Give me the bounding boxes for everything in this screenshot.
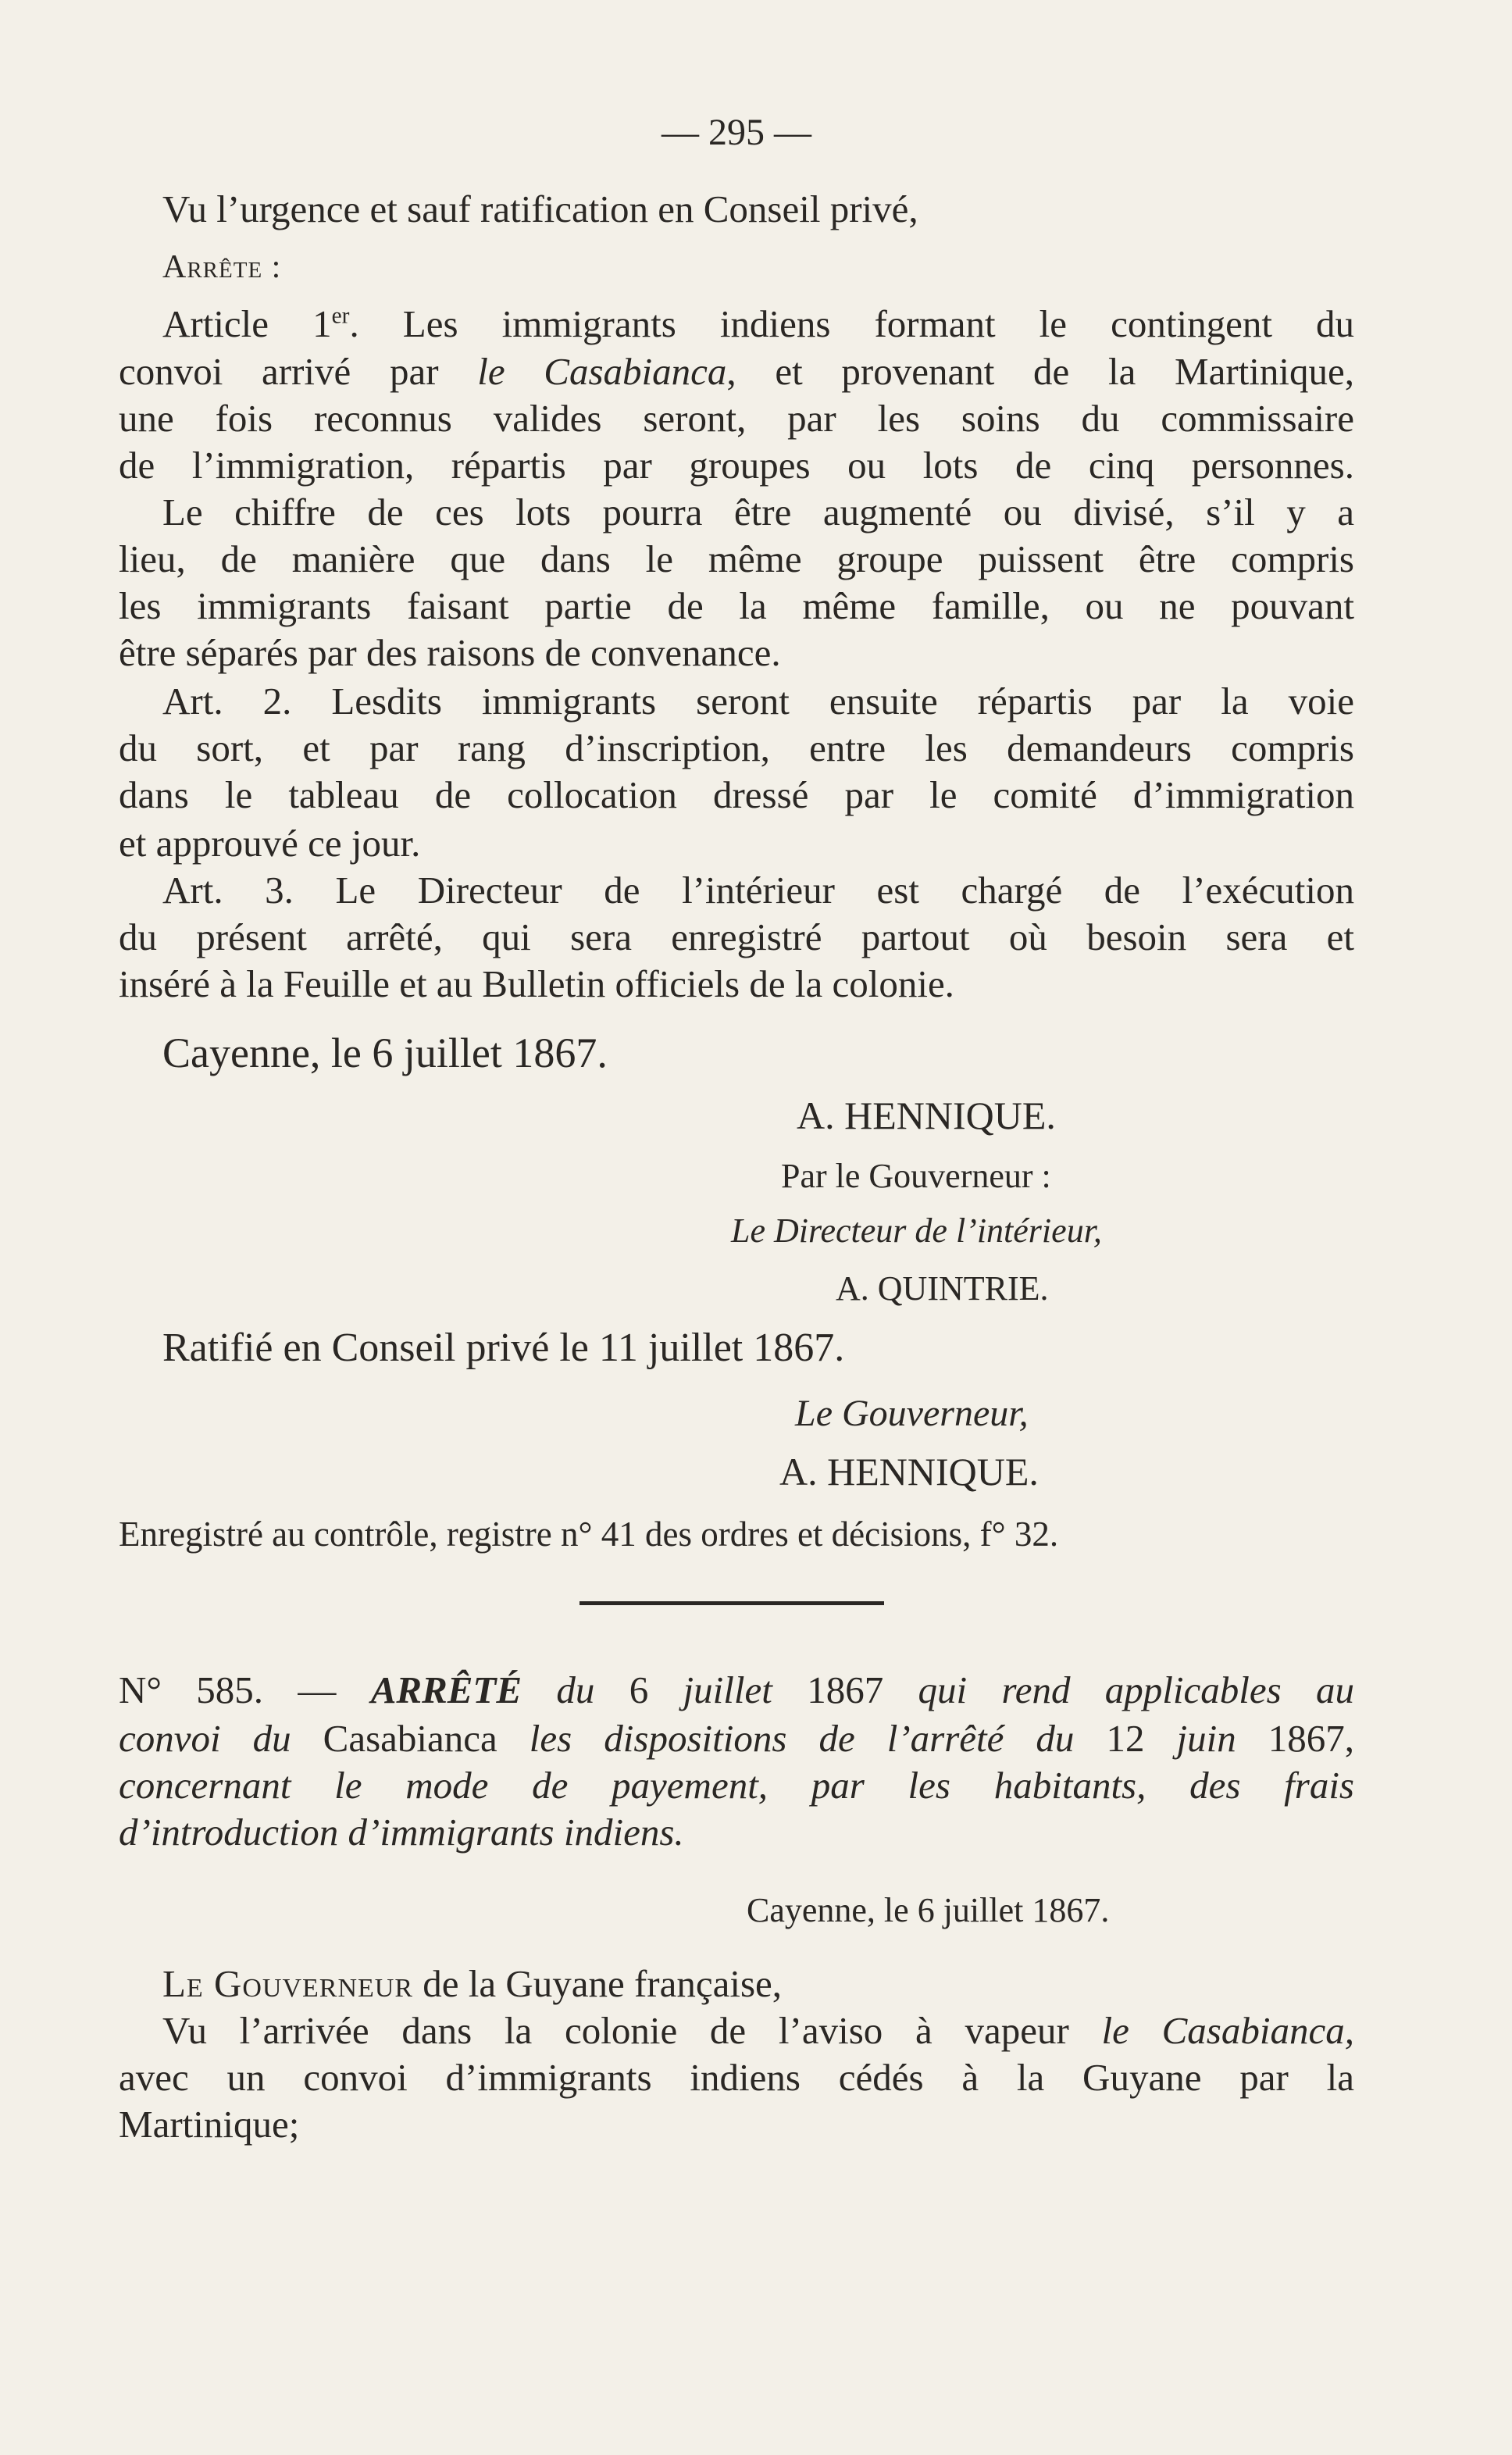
art1-line-2: convoi arrivé par le Casabianca, et provenant de la Martinique,	[119, 350, 1354, 393]
art1-line-1: Article 1er. Les immigrants indiens formant le contingent du	[162, 302, 1355, 345]
art1-line-3: une fois reconnus valides seront, par les soins du commissaire	[119, 397, 1354, 440]
art3-line-2: du présent arrêté, qui sera enregistré partout où besoin sera et	[119, 915, 1354, 958]
arrete-title-line-3: concernant le mode de payement, par les habitants, des frais	[119, 1764, 1354, 1807]
intro-line: Vu l’urgence et sauf ratification en Conseil privé,	[162, 187, 918, 230]
ratifie-line: Ratifié en Conseil privé le 11 juillet 1867.	[162, 1326, 845, 1370]
gouverneur-title: Le Gouverneur,	[795, 1393, 1029, 1434]
vu-line-2: avec un convoi d’immigrants indiens cédés à la Guyane par la	[119, 2056, 1354, 2099]
place-date: Cayenne, le 6 juillet 1867.	[162, 1029, 608, 1076]
enregistre-line: Enregistré au contrôle, registre n° 41 des ordres et décisions, f° 32.	[119, 1515, 1059, 1554]
art2-line-4: et approuvé ce jour.	[119, 822, 421, 865]
arrete-date-line: Cayenne, le 6 juillet 1867.	[747, 1891, 1110, 1929]
section-divider	[579, 1601, 884, 1605]
arrete-label: Arrête :	[162, 249, 282, 285]
signature-directeur: A. QUINTRIE.	[836, 1269, 1049, 1308]
signature-governor: A. HENNIQUE.	[797, 1094, 1056, 1137]
art3-line-1: Art. 3. Le Directeur de l’intérieur est chargé de l’exécution	[162, 869, 1354, 912]
page-number-header: — 295 —	[662, 112, 811, 153]
art3-line-3: inséré à la Feuille et au Bulletin officiels de la colonie.	[119, 962, 954, 1005]
directeur-title: Le Directeur de l’intérieur,	[731, 1211, 1102, 1250]
art1-line-6: lieu, de manière que dans le même groupe puissent être compris	[119, 537, 1354, 580]
art2-line-3: dans le tableau de collocation dressé par le comité d’immigration	[119, 773, 1354, 816]
art2-line-2: du sort, et par rang d’inscription, entre les demandeurs compris	[119, 726, 1354, 769]
arrete-title-line-2: convoi du Casabianca les dispositions de l’arrêté du 12 juin 1867,	[119, 1717, 1354, 1760]
vu-line-3: Martinique;	[119, 2103, 300, 2146]
art2-line-1: Art. 2. Lesdits immigrants seront ensuite répartis par la voie	[162, 680, 1354, 723]
signature-governor-2: A. HENNIQUE.	[779, 1450, 1039, 1493]
art1-line-4: de l’immigration, répartis par groupes ou lots de cinq personnes.	[119, 444, 1354, 487]
gouverneur-line: Le Gouverneur de la Guyane française,	[162, 1962, 783, 2005]
art1-line-8: être séparés par des raisons de convenance.	[119, 631, 781, 674]
arrete-title-line-1: N° 585. — ARRÊTÉ du 6 juillet 1867 qui rend applicables au	[119, 1668, 1354, 1711]
art1-line-5: Le chiffre de ces lots pourra être augmenté ou divisé, s’il y a	[162, 491, 1354, 533]
par-le-gouverneur: Par le Gouverneur :	[781, 1157, 1051, 1195]
arrete-title-line-4: d’introduction d’immigrants indiens.	[119, 1811, 684, 1854]
vu-line-1: Vu l’arrivée dans la colonie de l’aviso à vapeur le Casabianca,	[162, 2009, 1354, 2052]
art1-line-7: les immigrants faisant partie de la même famille, ou ne pouvant	[119, 584, 1354, 627]
